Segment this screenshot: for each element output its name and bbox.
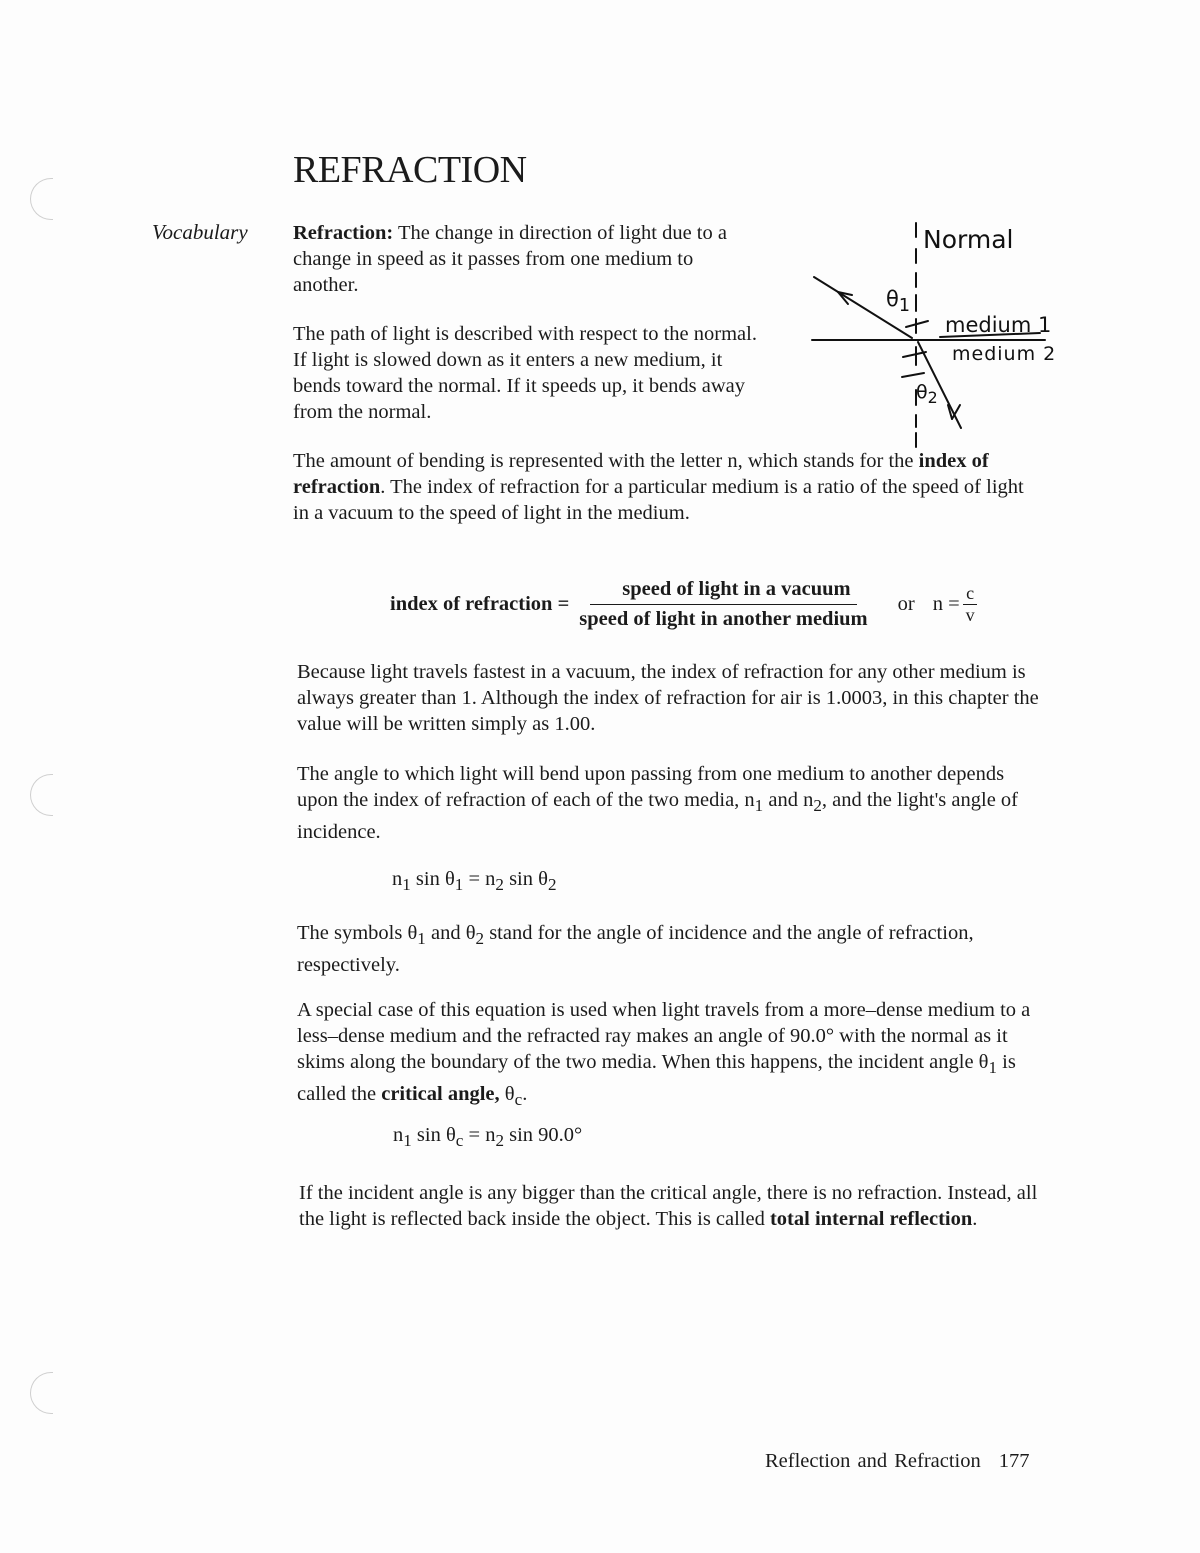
label-medium-1: medium 1 (945, 313, 1052, 337)
formula-fraction (573, 578, 873, 631)
binder-hole (30, 178, 53, 220)
formula-c-over-v: $\frac{c}{v}$ (963, 583, 978, 626)
term-refraction: Refraction: (293, 222, 394, 244)
critical-angle-equation: $n_1$ $\sin \theta_c = n_2$ sin 90.0° (393, 1124, 583, 1151)
binder-hole (30, 1372, 53, 1414)
index-paragraph: The amount of bending is represented with the letter n, which stands for the index of refraction. The index of refraction for a particular medium is a ratio of the speed of light in a vacuum to the speed of light in the medium. (293, 450, 1024, 524)
definition-paragraph: Refraction: The change in direction of light due to a change in speed as it passes from one medium to another. (293, 222, 727, 296)
tick-mark (903, 352, 926, 357)
formula-or: or (897, 593, 915, 615)
page-title: REFRACTION (293, 149, 527, 191)
term-total-internal-reflection: total internal reflection (769, 1208, 973, 1230)
formula-lhs: index of refraction = (390, 593, 570, 615)
page-footer (765, 1450, 1030, 1473)
label-normal: Normal (923, 225, 1014, 254)
snells-law-equation: $n_1$ $\sin \theta_1 = n_2$ $\sin \theta_2$ (392, 868, 557, 895)
total-internal-reflection-paragraph: If the incident angle is any bigger than the critical angle, there is no refraction. Instead, all the light is reflected back inside the object. This is called total internal reflection. (299, 1182, 1038, 1230)
formula-denominator: speed of light in another medium (579, 608, 868, 630)
formula-numerator: speed of light in a vacuum (590, 578, 856, 605)
symbols-paragraph: The symbols $\theta_1$ and $\theta_2$ stand for the angle of incidence and the angle of refraction, respectively. (297, 922, 974, 977)
formula-n-equals: n = (932, 593, 960, 615)
refraction-diagram (800, 215, 1070, 460)
page-number: 177 (998, 1450, 1030, 1472)
term-index-of-refraction: index of refraction (293, 450, 989, 498)
label-theta-1: $\theta_1$ (886, 287, 910, 317)
angle-paragraph: The angle to which light will bend upon passing from one medium to another depends upon the index of refraction of each of the two media, $n_1$ and $n_2$, and the light's angle of incidence. (297, 763, 1018, 844)
critical-angle-paragraph: A special case of this equation is used when light travels from a more–dense medium to a less–dense medium and the refracted ray makes an angle of 90.0° with the normal as it skims along the boundary of the two media. When this happens, the incident angle $\theta_1$ is called the critical angle, $\theta_c$. (297, 999, 1031, 1110)
vacuum-paragraph: Because light travels fastest in a vacuum, the index of refraction for any other medium is always greater than 1. Although the index of refraction for air is 1.0003, in this chapter the value will be written simply as 1.00. (297, 661, 1039, 735)
binder-hole (30, 774, 53, 816)
index-formula (390, 578, 978, 631)
side-label-vocabulary: Vocabulary (152, 220, 248, 244)
tick-mark (902, 373, 924, 377)
footer-chapter: Reflection and Refraction (765, 1450, 981, 1472)
term-critical-angle: critical angle, (381, 1083, 500, 1106)
label-medium-2: medium 2 (952, 343, 1057, 365)
normal-paragraph: The path of light is described with respect to the normal. If light is slowed down as it enters a new medium, it bends toward the normal. If it speeds up, it bends away from the normal. (293, 323, 757, 423)
label-theta-2: $\theta_2$ (916, 381, 938, 407)
